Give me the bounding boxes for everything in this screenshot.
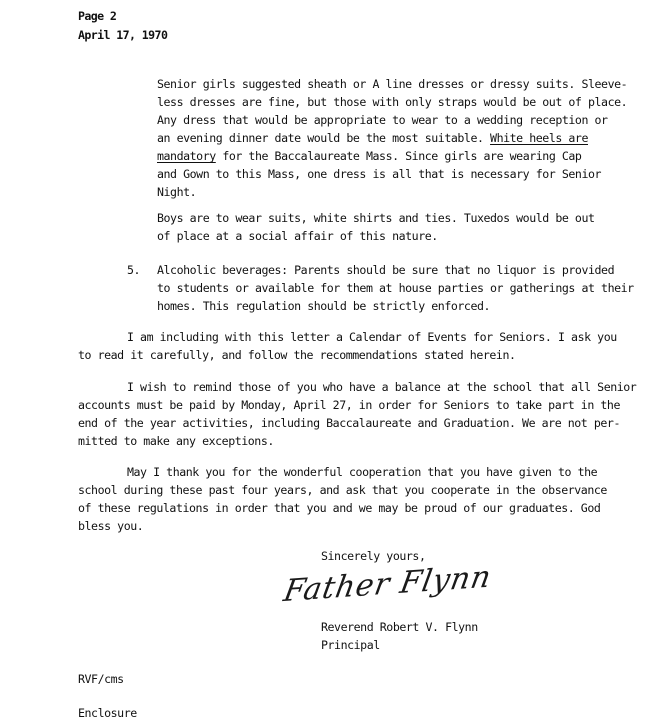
enclosure-note: Enclosure [78, 706, 137, 720]
handwritten-signature: Father Flynn [280, 559, 495, 610]
thanks-line-2: school during these past four years, and ask that you cooperate in the observance [78, 483, 607, 497]
dress-line-3: Any dress that would be appropriate to wear to a wedding reception or [157, 113, 608, 127]
signer-name: Reverend Robert V. Flynn [321, 620, 478, 634]
item-5-number: 5. [127, 263, 141, 277]
closing-salutation: Sincerely yours, [321, 549, 426, 563]
item-5-line-1: Alcoholic beverages: Parents should be sure that no liquor is provided [157, 263, 615, 277]
calendar-line-2: to read it carefully, and follow the recommendations stated herein. [78, 348, 516, 362]
item-5-line-3: homes. This regulation should be strictly enforced. [157, 299, 491, 313]
typist-initials: RVF/cms [78, 672, 124, 686]
thanks-line-4: bless you. [78, 519, 144, 533]
dress-line-6: and Gown to this Mass, one dress is all that is necessary for Senior [157, 167, 602, 181]
balance-line-4: mitted to make any exceptions. [78, 434, 274, 448]
white-heels-underlined: White heels are [490, 131, 588, 145]
balance-line-2: accounts must be paid by Monday, April 27, in order for Seniors to take part in the [78, 398, 620, 412]
boys-line-2: of place at a social affair of this nature. [157, 229, 438, 243]
thanks-line-1: May I thank you for the wonderful cooperation that you have given to the [127, 465, 598, 479]
dress-line-7: Night. [157, 185, 197, 199]
balance-line-1: I wish to remind those of you who have a balance at the school that all Senior [127, 380, 637, 394]
dress-line-5 [157, 149, 581, 163]
boys-line-1: Boys are to wear suits, white shirts and ties. Tuxedos would be out [157, 211, 595, 225]
dress-line-1: Senior girls suggested sheath or A line dresses or dressy suits. Sleeve- [157, 77, 628, 91]
page-label: Page 2 [78, 9, 117, 23]
mandatory-underlined: mandatory [157, 149, 216, 163]
dress-line-4-text: an evening dinner date would be the most suitable. [157, 131, 484, 145]
signer-title: Principal [321, 638, 380, 652]
calendar-line-1: I am including with this letter a Calendar of Events for Seniors. I ask you [127, 330, 617, 344]
letter-date: April 17, 1970 [78, 28, 168, 42]
dress-line-5-text: for the Baccalaureate Mass. Since girls are wearing Cap [222, 149, 582, 163]
item-5-line-2: to students or available for them at house parties or gatherings at their [157, 281, 634, 295]
dress-line-4 [157, 131, 588, 145]
thanks-line-3: of these regulations in order that you and we may be proud of our graduates. God [78, 501, 601, 515]
dress-line-2: less dresses are fine, but those with only straps would be out of place. [157, 95, 628, 109]
balance-line-3: end of the year activities, including Baccalaureate and Graduation. We are not per- [78, 416, 620, 430]
